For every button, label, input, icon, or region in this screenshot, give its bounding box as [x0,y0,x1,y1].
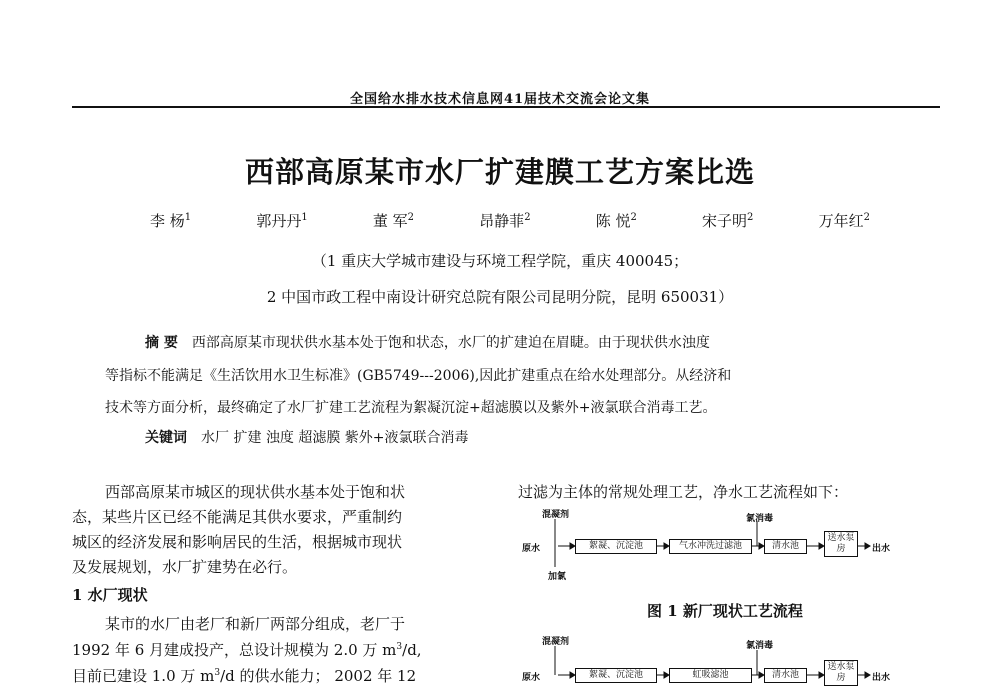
chlorine-label: 氯消毒 [746,514,774,524]
body-line: 西部高原某市城区的现状供水基本处于饱和状 [105,483,406,501]
body-line: 城区的经济发展和影响居民的生活，根据城市现状 [72,533,403,551]
abstract-line-1: 摘 要 西部高原某市现状供水基本处于饱和状态，水厂的扩建迫在眉睫。由于现状供水浊度 [145,335,710,351]
author: 昂静菲$^2$ [479,212,531,230]
flow-step: 絮凝、沉淀池 [575,668,657,683]
flow-step: 絮凝、沉淀池 [575,539,657,554]
chlorination-label: 加氯 [548,572,567,582]
flow-step: 送水泵房 [824,660,858,686]
chlorine-label: 氯消毒 [746,641,774,651]
abstract-label: 摘 要 [145,335,178,351]
body-line: 目前已建设 1.0 万 $m^3/d$ 的供水能力； 2002 年 12 [72,667,417,685]
section-heading: 1 水厂现状 [72,586,148,604]
outlet-label: 出水 [872,544,891,554]
keywords-label: 关键词 [145,430,187,446]
author: 万年红$^2$ [818,212,870,230]
author: 郭丹丹$^1$ [256,212,308,230]
body-line: 态，某些片区已经不能满足其供水要求，严重制约 [72,508,403,526]
inlet-label: 原水 [522,544,541,554]
header-rule [72,106,940,108]
coagulant-label: 混凝剂 [542,510,570,520]
author: 李 杨$^1$ [150,212,192,230]
flow-step: 虹吸滤池 [669,668,752,683]
figure-2-flowchart [520,630,940,687]
paper-title: 西部高原某市水厂扩建膜工艺方案比选 [244,155,755,189]
figure-1-flowchart [520,505,940,585]
inlet-label: 原水 [522,673,541,683]
keywords: 关键词 水厂 扩建 浊度 超滤膜 紫外+液氯联合消毒 [145,430,469,446]
body-line: 过滤为主体的常规处理工艺，净水工艺流程如下： [518,483,849,501]
author: 宋子明$^2$ [702,212,754,230]
body-line: 及发展规划，水厂扩建势在必行。 [72,558,298,576]
flow-step: 气水冲洗过滤池 [669,539,752,554]
outlet-label: 出水 [872,673,891,683]
author: 董 军$^2$ [372,212,415,230]
coagulant-label: 混凝剂 [542,637,570,647]
flow-step: 清水池 [764,668,807,683]
flow-step: 送水泵房 [824,531,858,557]
abstract-line-3: 技术等方面分析，最终确定了水厂扩建工艺流程为絮凝沉淀+超滤膜以及紫外+液氯联合消毒工艺。 [105,400,717,416]
abstract-line-2: 等指标不能满足《生活饮用水卫生标准》(GB5749---2006),因此扩建重点在给水处理部分。从经济和 [105,368,732,384]
affiliation-1: （1 重庆大学城市建设与环境工程学院，重庆 400045； [311,252,689,270]
affiliation-2: 2 中国市政工程中南设计研究总院有限公司昆明分院，昆明 650031） [266,288,734,306]
running-header: 全国给水排水技术信息网41届技术交流会论文集 [349,92,651,107]
body-line: 1992 年 6 月建成投产，总设计规模为 2.0 万 $m^3/d$, [72,641,422,659]
body-line: 某市的水厂由老厂和新厂两部分组成，老厂于 [105,615,406,633]
figure-1-caption: 图 1 新厂现状工艺流程 [647,602,803,620]
flow-step: 清水池 [764,539,807,554]
author: 陈 悦$^2$ [595,212,637,230]
author-list [150,210,870,231]
